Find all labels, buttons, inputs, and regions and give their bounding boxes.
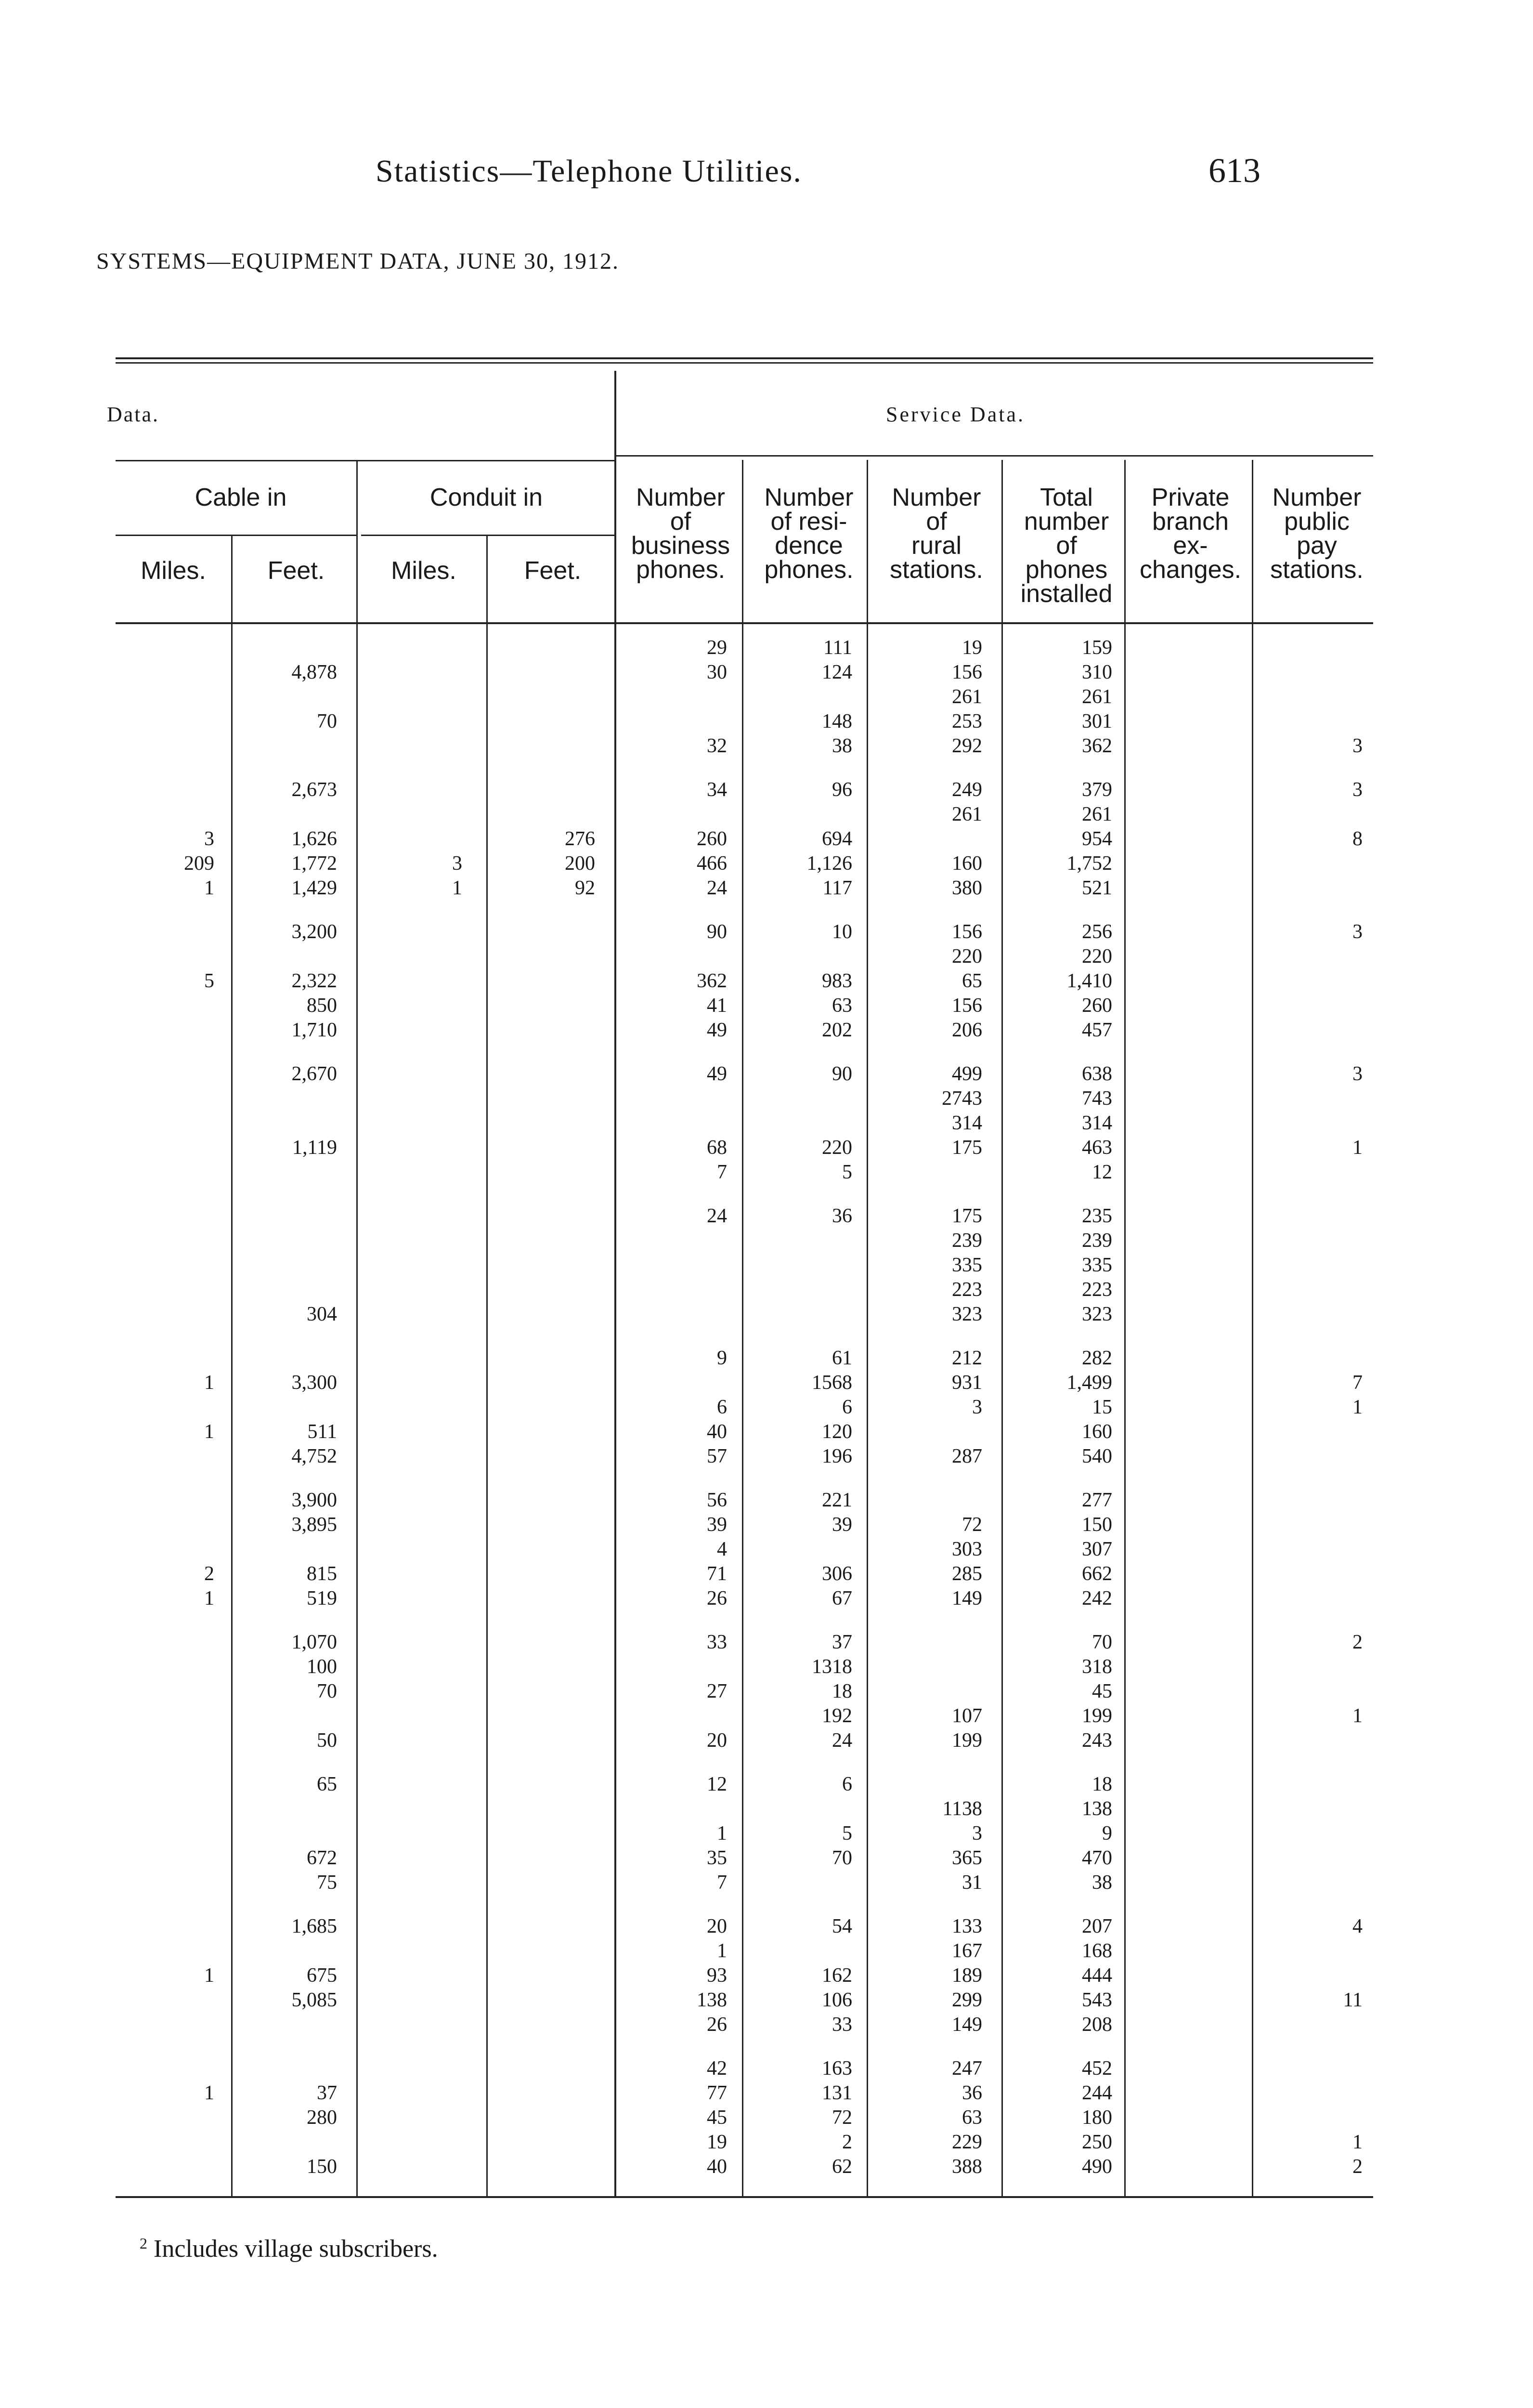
- group-5-total-values: 235 239 335 223 323: [1082, 1205, 1112, 1325]
- left-header-rule: [116, 460, 614, 461]
- group-6-total-values: 282 1,499 15 160 540: [1066, 1347, 1112, 1467]
- group-9-total-values: 18 138 9 470 38: [1082, 1773, 1112, 1894]
- group-2-cable-feet-values: 2,673 1,626 1,772 1,429: [291, 779, 337, 899]
- business-phones-header: Number of business phones.: [631, 484, 730, 584]
- group-5-business-values: 24: [707, 1205, 727, 1227]
- group-6-rural-values: 212 931 3 287: [952, 1347, 982, 1467]
- group-2-conduit-miles-values: 3 1: [452, 852, 462, 899]
- data-section-label: Data.: [107, 403, 160, 426]
- group-9-business-values: 12 1 35 7: [707, 1773, 727, 1894]
- table-bottom-rule: [116, 2196, 1373, 2198]
- column-separator: [1252, 460, 1253, 2196]
- group-7-total-values: 277 150 307 662 242: [1082, 1489, 1112, 1610]
- group-10-cable-miles-values: 1: [204, 1964, 214, 1987]
- group-10-business-values: 20 1 93 138 26: [697, 1915, 727, 2036]
- column-separator: [231, 535, 233, 2196]
- group-3-cable-miles-values: 5: [204, 970, 214, 992]
- group-3-cable-feet-values: 3,200 2,322 850 1,710: [291, 921, 337, 1041]
- group-4-rural-values: 499 2743 314 175: [942, 1063, 982, 1159]
- group-3-residence-values: 10 983 63 202: [822, 921, 852, 1041]
- group-3-total-values: 256 220 1,410 260 457: [1066, 921, 1112, 1041]
- group-2-total-values: 379 261 954 1,752 521: [1066, 779, 1112, 899]
- group-2-pay-values: 3 8: [1352, 779, 1363, 850]
- cable-group-rule: [116, 535, 356, 536]
- group-4-residence-values: 90 220 5: [822, 1063, 852, 1183]
- group-1-rural-values: 19 156 261 253 292: [952, 637, 982, 757]
- group-6-pay-values: 7 1: [1352, 1372, 1363, 1418]
- conduit-miles-header: Miles.: [391, 557, 456, 585]
- group-11-cable-feet-values: 37 280 150: [307, 2082, 337, 2178]
- page-title: Statistics—Telephone Utilities.: [376, 154, 802, 189]
- group-10-cable-feet-values: 1,685 675 5,085: [291, 1915, 337, 2011]
- group-2-residence-values: 96 694 1,126 117: [806, 779, 852, 899]
- right-header-rule: [614, 455, 1373, 457]
- column-separator: [486, 535, 488, 2196]
- table-subtitle: SYSTEMS—EQUIPMENT DATA, JUNE 30, 1912.: [96, 249, 619, 274]
- total-phones-header: Total number of phones installed: [1020, 484, 1113, 608]
- group-8-business-values: 33 27 20: [707, 1631, 727, 1752]
- group-6-residence-values: 61 1568 6 120 196: [812, 1347, 852, 1467]
- group-10-residence-values: 54 162 106 33: [822, 1915, 852, 2036]
- group-7-cable-miles-values: 2 1: [204, 1563, 214, 1610]
- group-1-pay-values: 3: [1352, 735, 1363, 757]
- group-6-business-values: 9 6 40 57: [707, 1347, 727, 1467]
- group-1-residence-values: 111 124 148 38: [822, 637, 852, 757]
- group-4-total-values: 638 743 314 463 12: [1082, 1063, 1112, 1183]
- group-9-cable-feet-values: 65 672 75: [307, 1773, 337, 1894]
- group-11-rural-values: 247 36 63 229 388: [952, 2057, 982, 2178]
- group-8-pay-values: 2 1: [1352, 1631, 1363, 1727]
- top-rule: [116, 357, 1373, 359]
- group-5-residence-values: 36: [832, 1205, 852, 1227]
- group-9-rural-values: 1138 3 365 31: [942, 1798, 982, 1894]
- group-3-business-values: 90 362 41 49: [697, 921, 727, 1041]
- group-10-pay-values: 4 11: [1343, 1915, 1363, 2011]
- cable-feet-header: Feet.: [267, 557, 325, 585]
- column-separator: [1124, 460, 1126, 2196]
- footnote: [140, 2235, 438, 2263]
- group-4-cable-feet-values: 2,670 1,119: [291, 1063, 337, 1159]
- group-7-rural-values: 72 303 285 149: [952, 1514, 982, 1610]
- conduit-group-rule: [361, 535, 614, 536]
- group-3-pay-values: 3: [1352, 921, 1363, 943]
- group-1-cable-feet-values: 4,878 70: [291, 661, 337, 733]
- group-7-business-values: 56 39 4 71 26: [707, 1489, 727, 1610]
- top-rule-2: [116, 362, 1373, 364]
- group-2-rural-values: 249 261 160 380: [952, 779, 982, 899]
- footnote-text: Includes village subscribers.: [154, 2235, 438, 2263]
- column-separator: [356, 460, 358, 2196]
- group-2-cable-miles-values: 3 209 1: [184, 828, 214, 899]
- group-4-pay-values: 3 1: [1352, 1063, 1363, 1159]
- group-9-residence-values: 6 5 70: [832, 1773, 852, 1869]
- column-separator: [867, 460, 868, 2196]
- group-6-cable-feet-values: 3,300 511 4,752: [291, 1372, 337, 1467]
- group-11-pay-values: 1 2: [1352, 2131, 1363, 2178]
- group-7-cable-feet-values: 3,900 3,895 815 519: [291, 1489, 337, 1610]
- group-2-business-values: 34 260 466 24: [697, 779, 727, 899]
- group-6-cable-miles-values: 1 1: [204, 1372, 214, 1443]
- column-separator: [1001, 460, 1003, 2196]
- group-5-rural-values: 175 239 335 223 323: [952, 1205, 982, 1325]
- conduit-feet-header: Feet.: [524, 557, 582, 585]
- private-branch-header: Private branch ex- changes.: [1139, 484, 1242, 584]
- residence-phones-header: Number of resi- dence phones.: [764, 484, 854, 584]
- cable-miles-header: Miles.: [141, 557, 206, 585]
- group-11-business-values: 42 77 45 19 40: [707, 2057, 727, 2178]
- pay-stations-header: Number public pay stations.: [1270, 484, 1364, 584]
- group-10-total-values: 207 168 444 543 208: [1082, 1915, 1112, 2036]
- group-8-residence-values: 37 1318 18 192 24: [812, 1631, 852, 1752]
- footnote-mark: 2: [140, 2235, 147, 2252]
- service-data-section-label: Service Data.: [886, 403, 1025, 426]
- header-bottom-rule: [116, 622, 1373, 624]
- group-8-cable-feet-values: 1,070 100 70 50: [291, 1631, 337, 1752]
- group-3-rural-values: 156 220 65 156 206: [952, 921, 982, 1041]
- conduit-in-header: Conduit in: [429, 484, 543, 511]
- group-7-residence-values: 221 39 306 67: [822, 1489, 852, 1610]
- group-11-cable-miles-values: 1: [204, 2082, 214, 2104]
- column-separator: [742, 460, 743, 2196]
- cable-in-header: Cable in: [195, 484, 287, 511]
- group-8-total-values: 70 318 45 199 243: [1082, 1631, 1112, 1752]
- group-8-rural-values: 107 199: [952, 1705, 982, 1752]
- group-1-total-values: 159 310 261 301 362: [1082, 637, 1112, 757]
- group-4-business-values: 49 68 7: [707, 1063, 727, 1183]
- rural-stations-header: Number of rural stations.: [890, 484, 983, 584]
- group-10-rural-values: 133 167 189 299 149: [952, 1915, 982, 2036]
- section-divider: [614, 371, 616, 2196]
- page-number: 613: [1208, 151, 1260, 190]
- group-11-total-values: 452 244 180 250 490: [1082, 2057, 1112, 2178]
- group-2-conduit-feet-values: 276 200 92: [565, 828, 595, 899]
- group-5-cable-feet-values: 304: [307, 1303, 337, 1325]
- group-11-residence-values: 163 131 72 2 62: [822, 2057, 852, 2178]
- group-1-business-values: 29 30 32: [707, 637, 727, 757]
